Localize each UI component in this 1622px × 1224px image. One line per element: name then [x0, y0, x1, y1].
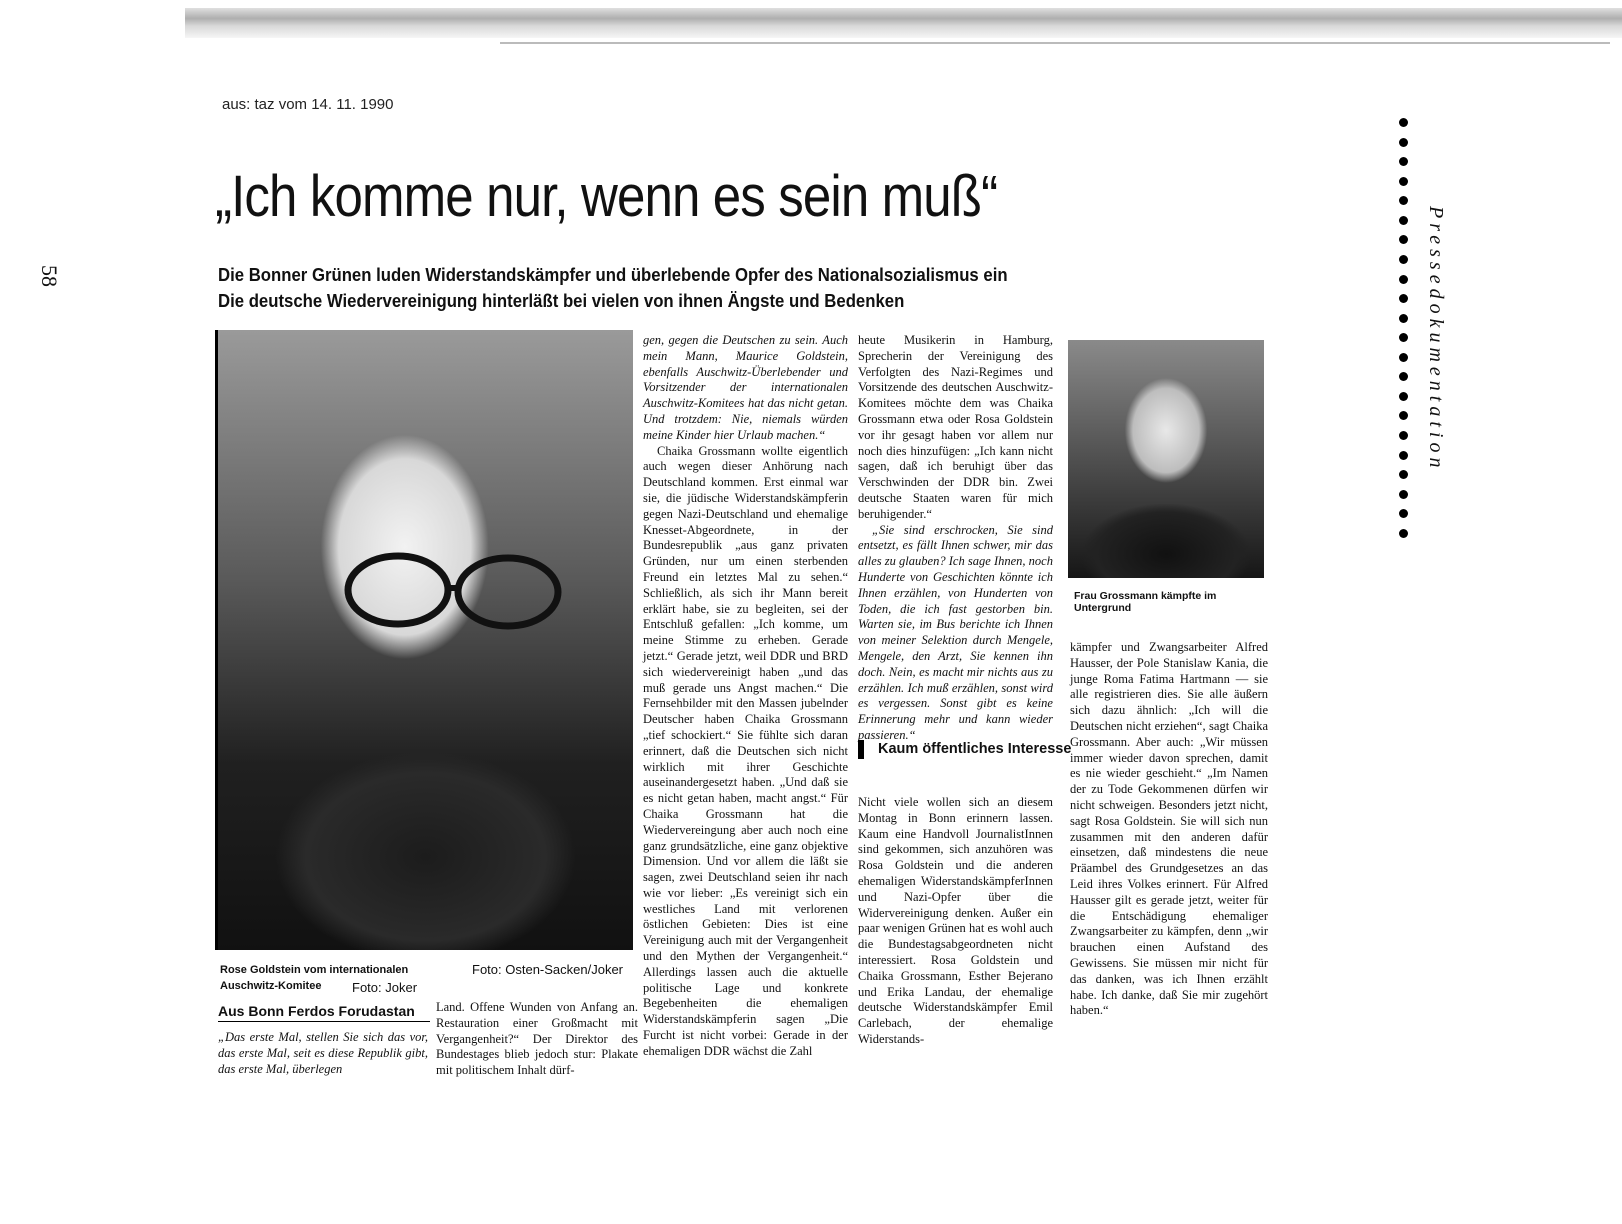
dot [1399, 372, 1408, 381]
dot [1399, 157, 1408, 166]
column-3 [858, 333, 1053, 744]
dot [1399, 451, 1408, 460]
dot [1399, 392, 1408, 401]
dot [1399, 177, 1408, 186]
column-3-subhead: Kaum öffentliches Interesse [858, 740, 1073, 759]
caption-credit: Foto: Joker [352, 980, 418, 995]
portrait-caption: Frau Grossmann kämpfte im Untergrund [1074, 590, 1217, 614]
dot [1399, 353, 1408, 362]
scan-edge-line [500, 42, 1610, 44]
author-line: Aus Bonn Ferdos Forudastan [218, 1003, 430, 1022]
column-4 [1070, 640, 1268, 1019]
col2-body-paragraph: Chaika Grossmann wollte eigentlich auch wegen dieser Anhörung nach Deutschland kommen. Erst einmal war sie, die jüdische Widerstandskämpferin gegen Nazi-Deutschland und ehemalige Knesset-Abgeordnete, in der Bundesrepublik „aus ganz privaten Gründen, nur um einen sterbenden Freund ein letztes Mal zu sehen.“ Schließlich, als sich ihr Mann bereit erklärt habe, sie zu begleiten, sei der Entschluß gefallen: „Ich komme, um meine Stimme zu erheben. Gerade jetzt.“ Gerade jetzt, weil DDR und BRD sich wiedervereinigt haben „und das muß gerade uns Angst machen.“ Die Fernsehbilder mit den Massen jubelnder Deutscher haben Chaika Grossmann „tief schockiert.“ Sie fühlte sich daran erinnert, daß die Deutschen sich nicht wirklich mit ihrer Geschichte auseinandergesetzt haben. „Und daß sie es nicht getan haben, macht angst.“ Für Chaika Grossmann hat die Wiedervereingung aber auch noch eine ganz grundsätzliche, eine ganz objektive Dimension. Und vor allem die läßt sie sagen, zwei Deutschland seien ihr nach wie vor lieber: „Es vereinigt sich ein westliches Land mit verlorenen östlichen Gebieten: Dies ist eine Vereinigung auch mit der Vergangenheit und den Mythen der Vergangenheit.“ Allerdings lassen auch die aktuelle politische Lage und konkrete Begebenheiten die ehemaligen Widerstands⁠kämpferin sagen „Die Furcht ist nicht vorbei: Gerade in der ehemaligen DDR wächst die Zahl [643, 443, 848, 1058]
column-2-bottom [436, 1000, 638, 1079]
portrait-photo [1068, 340, 1264, 578]
dot [1399, 509, 1408, 518]
main-photo-credit: Foto: Osten-Sacken/Joker [472, 962, 624, 977]
col2b-paragraph: Land. Offene Wunden von Anfang an. Restauration einer Großmacht mit Vergangenheit?“ Der Direktor des Bundestages blieb jedoch stur: Plakate mit politischem Inhalt dürf- [436, 1000, 638, 1078]
section-label: Pressedokumentation [1425, 206, 1447, 473]
dot [1399, 529, 1408, 538]
intro-text [218, 1030, 428, 1077]
col2-italic-paragraph: gen, gegen die Deutschen zu sein. Auch mein Mann, Maurice Goldstein, ebenfalls Auschwitz-Überlebender und Vorsitzender der internationalen Auschwitz-Komitees hat das nicht getan. Und trotzdem: Nie, niemals würden meine Kinder hier Urlaub machen.“ [643, 333, 848, 442]
main-photo [215, 330, 633, 950]
dot [1399, 255, 1408, 264]
dot [1399, 333, 1408, 342]
scan-edge [185, 8, 1622, 38]
dot [1399, 138, 1408, 147]
col3-body-paragraph: Nicht viele wollen sich an diesem Montag in Bonn erinnern lassen. Kaum eine Handvoll JournalistInnen sind gekommen, sich anzuhören was Rosa Goldstein und die anderen ehemaligen WiderstandskämpferInnen und Nazi-Opfer über die Widervereinigung denken. Außer ein paar wenigen Grünen hat es wohl auch die Bundestagsabgeordneten nicht interessiert. Rosa Goldstein und Chaika Grossmann, Esther Bejerano und Erika Landau, der ehemalige deutsche Widerstandskämpfer Emil Carlebach, der ehemalige Widerstands- [858, 795, 1053, 1046]
source-line: aus: taz vom 14. 11. 1990 [222, 96, 394, 113]
caption-text: Rose Goldstein vom internationalen Auschwitz-Komitee [220, 964, 409, 992]
dot-column [1397, 118, 1409, 538]
page-number: 58 [37, 265, 62, 287]
glasses-shape [338, 550, 568, 630]
dot [1399, 490, 1408, 499]
dot [1399, 275, 1408, 284]
dot [1399, 235, 1408, 244]
col3-top-paragraph: heute Musikerin in Hamburg, Sprecherin der Vereinigung des Verfolgten des Nazi-Regimes und Vorsitzende des deutschen Auschwitz-Komitees möchte dem was Chaika Grossmann etwa oder Rosa Goldstein vor ihr gesagt haben vor allem nur noch dies hinzufügen: „Ich kann nicht sagen, daß ich beruhigt über das Verschwinden der DDR bin. Zwei deutsche Staaten waren für mich beruhigender.“ [858, 333, 1053, 521]
dot [1399, 314, 1408, 323]
column-2 [643, 333, 848, 1060]
col4-paragraph: kämpfer und Zwangsarbeiter Alfred Hausser, der Pole Stanislaw Kania, die junge Roma Fatima Hartmann — sie alle registrieren dies. Sie alle äußern sich dazu ähnlich: „Ich will die Deutschen nicht erziehen“, sagt Chaika Grossmann. Aber auch: „Wir müssen immer wieder davon sprechen, damit es nie wieder geschieht.“ „Im Namen der zu Tode Gekommenen dürfen wir nicht schweigen. Besonders jetzt nicht, sagt Rosa Goldstein. Sie will sich nun zusammen mit den anderen dafür einsetzen, daß mindestens die neue Präambel des Grundgesetzes an das Leid ihres Volkes erinnert. Für Alfred Hausser gilt es gerade jetzt, weiter für die Entschädigung ehemaliger Zwangsarbeiter zu kämpfen, denn „wir brauchen einen Aufstand des Gewissens. Sie müssen mir nicht für das danken, was ich Ihnen erzählt habe. Ich danke, daß Sie mir zugehört haben.“ [1070, 640, 1268, 1018]
subheadline-2: Die deutsche Wiedervereinigung hinterläßt bei vielen von ihnen Ängste und Bedenken [218, 291, 905, 311]
dot [1399, 196, 1408, 205]
main-photo-caption [220, 962, 620, 994]
col3-italic-paragraph: „Sie sind erschrocken, Sie sind entsetzt, es fällt Ihnen schwer, mir das alles zu glauben? Ich sage Ihnen, noch Hunderte von Geschichten könnte ich Ihnen erzählen, von Hunderten von Toden, die ich fast gestorben bin. Warten sie, im Bus berichte ich Ihnen von meiner Selektion durch Mengele, Mengele, den Arzt, Sie kennen ihn doch. Nein, es macht mir nichts aus zu erzählen. Ich muß erzählen, sonst wird es vergessen. Sonst gibt es keine Erinnerung mehr und kann wieder passieren.“ [858, 522, 1053, 742]
dot [1399, 411, 1408, 420]
dot [1399, 118, 1408, 127]
column-3-bottom [858, 795, 1053, 1048]
dot [1399, 216, 1408, 225]
subheadlines [218, 262, 1148, 314]
dot [1399, 294, 1408, 303]
intro-paragraph: „Das erste Mal, stellen Sie sich das vor, das erste Mal, seit es diese Republik gibt, das erste Mal, überlegen [218, 1030, 428, 1076]
dot [1399, 470, 1408, 479]
headline: „Ich komme nur, wenn es sein muß“ [215, 164, 998, 229]
subheadline-1: Die Bonner Grünen luden Widerstandskämpfer und überlebende Opfer des Nationalsozialismus ein [218, 265, 1008, 285]
dot [1399, 431, 1408, 440]
